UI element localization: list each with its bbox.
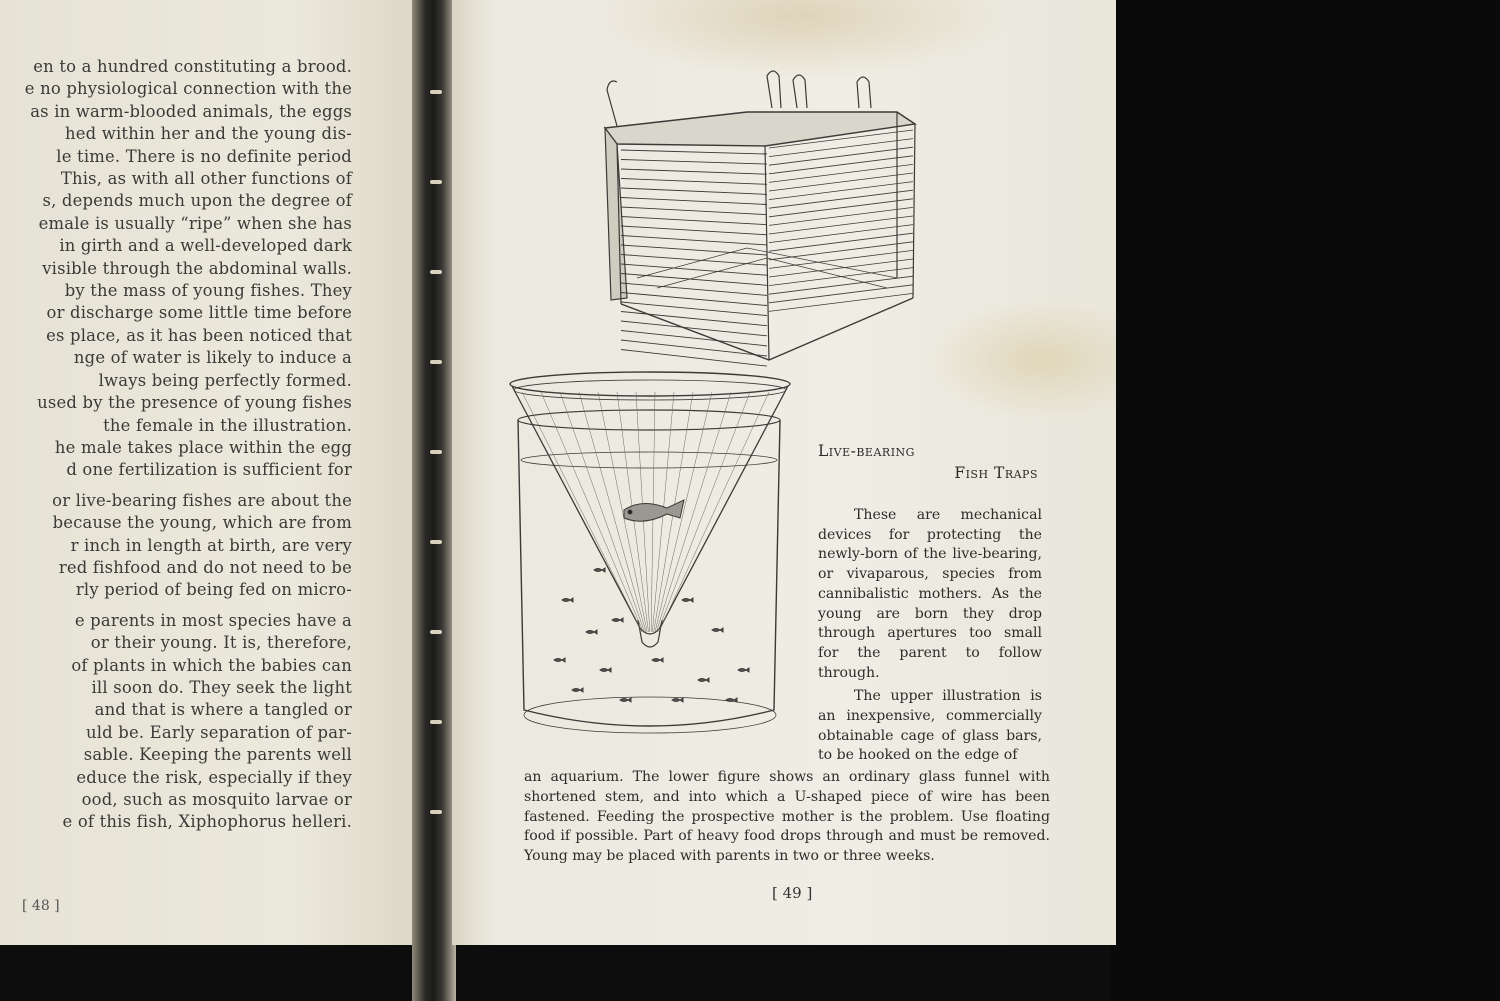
- left-page-text: [0, 56, 352, 834]
- left-page-line: rly period of being fed on micro-: [75, 580, 352, 600]
- left-page-line: es place, as it has been noticed that: [46, 325, 352, 345]
- left-page-line: e no physiological connection with the: [24, 79, 352, 99]
- caption-paragraph-1: These are mechanical devices for protecting the newly-born of the live-bearing, or vivaparous, species from cannibalistic mothers. As the young are born they drop through apertures too small for the parent to follow through.: [818, 507, 1042, 681]
- binding-stitch: [430, 90, 442, 94]
- caption-title-line-2: Fish Traps: [954, 464, 1038, 482]
- left-page-line: of plants in which the babies can: [71, 655, 352, 675]
- binding-stitch: [430, 810, 442, 814]
- left-page-line: d one fertilization is sufficient for: [66, 460, 352, 480]
- left-page-line: the female in the illustration.: [103, 415, 352, 435]
- left-page-line: and that is where a tangled or: [94, 700, 352, 720]
- binding-stitch: [430, 450, 442, 454]
- glass-funnel-jar-illustration: [502, 370, 797, 752]
- binding-stitch: [430, 720, 442, 724]
- caption-body: [818, 506, 1042, 766]
- left-page-line: visible through the abdominal walls.: [42, 258, 352, 278]
- left-page-line: or live-bearing fishes are about the: [52, 490, 352, 510]
- glass-bar-cage-illustration: [597, 68, 997, 368]
- left-page-line: nge of water is likely to induce a: [73, 348, 352, 368]
- left-page-line: because the young, which are from: [52, 513, 352, 533]
- left-page-line: sable. Keeping the parents well: [83, 745, 352, 765]
- left-page-line: he male takes place within the egg: [54, 437, 352, 457]
- left-page-line: hed within her and the young dis-: [65, 124, 352, 144]
- caption-continued: an aquarium. The lower figure shows an ordinary glass funnel with shortened stem, and into which a U-shaped piece of wire has been fastened. Feeding the prospective mother is the problem. Use floating food if possible. Part of heavy food drops through and must be removed. Young may be placed with parents in two or three weeks.: [524, 769, 1050, 865]
- caption-title: [818, 442, 1038, 482]
- binding-stitch: [430, 360, 442, 364]
- left-page-line: en to a hundred constituting a brood.: [33, 57, 352, 76]
- book-spine-gutter: [412, 0, 456, 1001]
- left-page-line: educe the risk, especially if they: [76, 767, 352, 787]
- left-page-line: lways being perfectly formed.: [98, 370, 352, 390]
- right-page: [452, 0, 1116, 945]
- left-page-line: red fishfood and do not need to be: [58, 557, 352, 577]
- dark-background: [1110, 0, 1500, 1001]
- binding-stitch: [430, 630, 442, 634]
- left-page-line: used by the presence of young fishes: [37, 393, 352, 413]
- left-page-line: s, depends much upon the degree of: [42, 191, 352, 211]
- left-page-line: emale is usually “ripe” when she has: [38, 213, 352, 233]
- left-page-line: ill soon do. They seek the light: [91, 677, 352, 697]
- left-page-line: ood, such as mosquito larvae or: [81, 790, 352, 809]
- right-page-number: [ 49 ]: [772, 884, 813, 902]
- left-page-line: r inch in length at birth, are very: [70, 535, 352, 555]
- binding-stitch: [430, 180, 442, 184]
- left-page-line: or discharge some little time before: [46, 303, 352, 323]
- left-page-line: or their young. It is, therefore,: [90, 633, 352, 653]
- binding-stitch: [430, 270, 442, 274]
- left-page-line: uld be. Early separation of par-: [85, 722, 352, 742]
- binding-stitch: [430, 540, 442, 544]
- left-page-line: This, as with all other functions of: [60, 169, 352, 189]
- left-page-line: e of this fish, Xiphophorus helleri.: [62, 812, 352, 832]
- left-page-line: in girth and a well-developed dark: [59, 236, 352, 256]
- caption-title-line-1: Live-bearing: [818, 442, 915, 460]
- left-page-line: e parents in most species have a: [74, 610, 352, 630]
- caption-paragraph-2: The upper illustration is an inexpensive, commercially obtainable cage of glass bars, to be hooked on the edge of: [818, 688, 1042, 764]
- left-page-line: le time. There is no definite period: [56, 146, 352, 166]
- left-page-line: as in warm-blooded animals, the eggs: [30, 101, 352, 121]
- left-page: [0, 0, 418, 945]
- left-page-line: by the mass of young fishes. They: [64, 281, 352, 301]
- left-page-number: [ 48 ]: [22, 898, 60, 914]
